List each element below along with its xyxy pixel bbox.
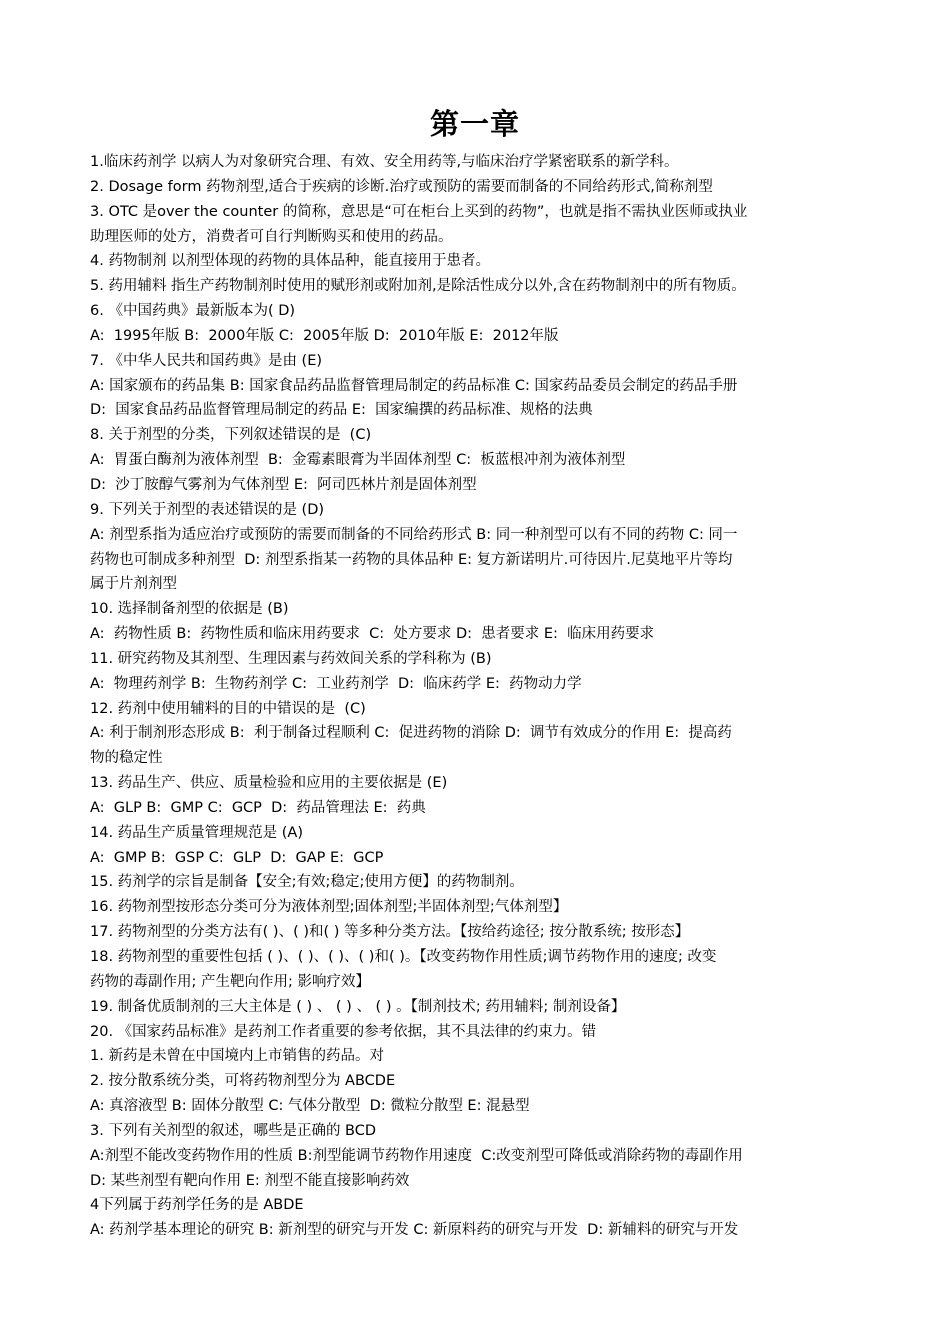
text-line: 4下列属于药剂学任务的是 ABDE bbox=[90, 1197, 304, 1214]
text-line: A: 剂型系指为适应治疗或预防的需要而制备的不同给药形式 B: 同一种剂型可以有不同的药物 C: 同一 bbox=[90, 526, 738, 543]
text-line: A: GMP B: GSP C: GLP D: GAP E: GCP bbox=[90, 849, 384, 866]
text-line: A:剂型不能改变药物作用的性质 B:剂型能调节药物作用速度 C:改变剂型可降低或消除药物的毒副作用 bbox=[90, 1147, 743, 1164]
text-line: 6. 《中国药典》最新版本为( D) bbox=[90, 303, 296, 320]
text-line: 3. 下列有关剂型的叙述，哪些是正确的 BCD bbox=[90, 1122, 377, 1139]
text-line: D: 沙丁胺醇气雾剂为气体剂型 E: 阿司匹林片剂是固体剂型 bbox=[90, 476, 477, 493]
chapter-title: 第一章 bbox=[429, 107, 520, 141]
text-line: 9. 下列关于剂型的表述错误的是 (D) bbox=[90, 501, 325, 518]
text-line: 5. 药用辅料 指生产药物制剂时使用的赋形剂或附加剂,是除活性成分以外,含在药物制剂中的所有物质。 bbox=[90, 278, 746, 295]
text-line: A: 物理药剂学 B: 生物药剂学 C: 工业药剂学 D: 临床药学 E: 药物动力学 bbox=[90, 675, 582, 692]
text-line: 属于片剂剂型 bbox=[90, 576, 177, 593]
text-line: 物的稳定性 bbox=[90, 750, 163, 767]
text-line: 2. Dosage form 药物剂型,适合于疾病的诊断.治疗或预防的需要而制备的不同给药形式,简称剂型 bbox=[90, 178, 713, 195]
text-line: 药物也可制成多种剂型 D: 剂型系指某一药物的具体品种 E: 复方新诺明片.可待因片.尼莫地平片等均 bbox=[90, 551, 733, 568]
text-line: 助理医师的处方，消费者可自行判断购买和使用的药品。 bbox=[90, 228, 453, 245]
text-line: 2. 按分散系统分类，可将药物剂型分为 ABCDE bbox=[90, 1073, 396, 1090]
text-line: A: 药物性质 B: 药物性质和临床用药要求 C: 处方要求 D: 患者要求 E: 临床用药要求 bbox=[90, 626, 655, 643]
text-line: 1.临床药剂学 以病人为对象研究合理、有效、安全用药等,与临床治疗学紧密联系的新学科。 bbox=[90, 154, 679, 170]
text-line: 17. 药物剂型的分类方法有( )、( )和( ) 等多种分类方法。【按给药途径; 按分散系统; 按形态】 bbox=[90, 924, 690, 941]
text-line: 15. 药剂学的宗旨是制备【安全;有效;稳定;使用方便】的药物制剂。 bbox=[90, 874, 524, 891]
text-line: 1. 新药是未曾在中国境内上市销售的药品。对 bbox=[90, 1048, 384, 1065]
document-body bbox=[90, 150, 866, 1243]
text-line: A: 药剂学基本理论的研究 B: 新剂型的研究与开发 C: 新原料药的研究与开发 D: 新辅料的研究与开发 bbox=[90, 1222, 739, 1239]
text-line: A: 利于制剂形态形成 B: 利于制备过程顺利 C: 促进药物的消除 D: 调节有效成分的作用 E: 提高药 bbox=[90, 725, 732, 742]
text-line: D: 某些剂型有靶向作用 E: 剂型不能直接影响药效 bbox=[90, 1172, 410, 1189]
text-line: 14. 药品生产质量管理规范是 (A) bbox=[90, 824, 304, 841]
text-line: D: 国家食品药品监督管理局制定的药品 E: 国家编撰的药品标准、规格的法典 bbox=[90, 402, 593, 419]
text-line: A: 胃蛋白酶剂为液体剂型 B: 金霉素眼膏为半固体剂型 C: 板蓝根冲剂为液体剂型 bbox=[90, 452, 626, 469]
text-line: A: 1995年版 B: 2000年版 C: 2005年版 D: 2010年版 E: 2012年版 bbox=[90, 327, 559, 344]
text-line: A: 国家颁布的药品集 B: 国家食品药品监督管理局制定的药品标准 C: 国家药品委员会制定的药品手册 bbox=[90, 377, 738, 394]
text-line: 3. OTC 是over the counter 的简称，意思是“可在柜台上买到的药物”，也就是指不需执业医师或执业 bbox=[90, 203, 748, 220]
text-line: 13. 药品生产、供应、质量检验和应用的主要依据是 (E) bbox=[90, 775, 448, 792]
text-line: 19. 制备优质制剂的三大主体是 ( ) 、 ( ) 、 ( ) 。【制剂技术; 药用辅料; 制剂设备】 bbox=[90, 998, 626, 1015]
text-line: 16. 药物剂型按形态分类可分为液体剂型;固体剂型;半固体剂型;气体剂型】 bbox=[90, 899, 568, 916]
text-line: 18. 药物剂型的重要性包括 ( )、( )、( )、( )和( )。【改变药物作用性质;调节药物作用的速度; 改变 bbox=[90, 949, 717, 965]
text-line: 12. 药剂中使用辅料的目的中错误的是 (C) bbox=[90, 700, 366, 717]
text-line: A: 真溶液型 B: 固体分散型 C: 气体分散型 D: 微粒分散型 E: 混悬型 bbox=[90, 1098, 530, 1115]
text-line: 药物的毒副作用; 产生靶向作用; 影响疗效】 bbox=[90, 973, 370, 990]
text-line: 8. 关于剂型的分类，下列叙述错误的是 (C) bbox=[90, 427, 372, 444]
text-line: 20. 《国家药品标准》是药剂工作者重要的参考依据，其不具法律的约束力。错 bbox=[90, 1023, 597, 1040]
text-line: 10. 选择制备剂型的依据是 (B) bbox=[90, 601, 289, 618]
text-line: A: GLP B: GMP C: GCP D: 药品管理法 E: 药典 bbox=[90, 799, 426, 816]
text-line: 11. 研究药物及其剂型、生理因素与药效间关系的学科称为 (B) bbox=[90, 650, 492, 667]
text-line: 7. 《中华人民共和国药典》是由 (E) bbox=[90, 352, 323, 369]
text-line: 4. 药物制剂 以剂型体现的药物的具体品种，能直接用于患者。 bbox=[90, 253, 491, 270]
